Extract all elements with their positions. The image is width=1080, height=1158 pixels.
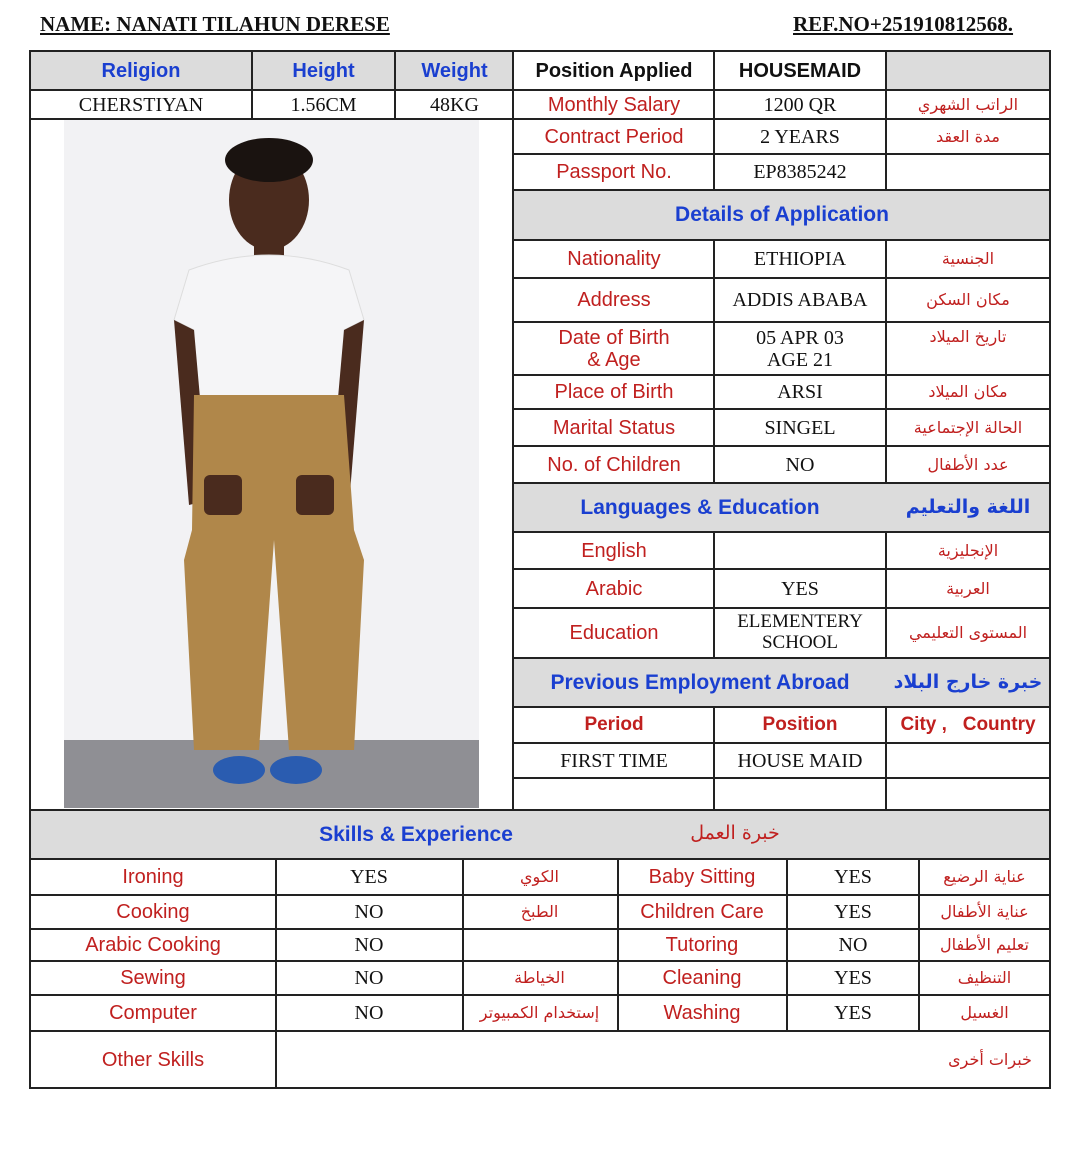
employment-city-header: City , Country xyxy=(900,713,1036,735)
skill-left-label: Computer xyxy=(109,1002,197,1024)
skill-left-value: NO xyxy=(354,1002,384,1024)
english-value xyxy=(714,532,886,569)
skill-right-arabic: عناية الرضيع xyxy=(943,867,1026,887)
address-value: ADDIS ABABA xyxy=(732,289,868,311)
skills-title: Skills & Experience xyxy=(319,823,513,847)
other-skills-label: Other Skills xyxy=(101,1049,205,1071)
skill-right-label: Cleaning xyxy=(662,967,742,989)
skill-left-value: YES xyxy=(350,866,388,888)
skills-title-arabic: خبرة العمل xyxy=(690,821,780,844)
children-arabic: عدد الأطفال xyxy=(927,454,1009,474)
position-header-bg xyxy=(886,52,1050,90)
skill-right-value: YES xyxy=(834,866,872,888)
dob-label: Date of Birth & Age xyxy=(558,326,670,371)
other-skills-arabic: خبرات أخرى xyxy=(948,1050,1032,1070)
position-applied-label: Position Applied xyxy=(535,60,693,82)
monthly-salary-label: Monthly Salary xyxy=(547,94,681,116)
skill-left-value: NO xyxy=(354,967,384,989)
contract-period-value: 2 YEARS xyxy=(760,126,840,148)
skill-right-label: Washing xyxy=(663,1002,741,1024)
height-value: 1.56CM xyxy=(290,94,357,116)
reference-number: REF.NO+251910812568. xyxy=(793,12,1014,36)
weight-label: Weight xyxy=(421,60,488,82)
skill-left-arabic: إستخدام الكمبيوتر xyxy=(479,1003,600,1023)
skill-left-label: Cooking xyxy=(116,901,190,923)
dob-arabic: تاريخ الميلاد xyxy=(929,327,1007,347)
skill-left-label: Sewing xyxy=(120,967,186,989)
religion-label: Religion xyxy=(101,60,181,82)
position-applied-value: HOUSEMAID xyxy=(738,60,862,82)
skill-left-arabic: الكوي xyxy=(520,867,559,887)
skill-left-value: NO xyxy=(354,901,384,923)
employment-position-value: HOUSE MAID xyxy=(737,749,863,772)
marital-status-arabic: الحالة الإجتماعية xyxy=(913,417,1023,437)
skill-right-value: YES xyxy=(834,901,872,923)
education-label: Education xyxy=(569,622,659,644)
address-arabic: مكان السكن xyxy=(926,290,1010,310)
details-title: Details of Application xyxy=(675,203,889,227)
dob-value: 05 APR 03 AGE 21 xyxy=(756,326,844,371)
skill-left-arabic: الخياطة xyxy=(514,968,565,988)
employment-period-header: Period xyxy=(584,713,644,735)
address-label: Address xyxy=(577,289,651,311)
english-arabic: الإنجليزية xyxy=(937,540,999,560)
skill-left-label: Ironing xyxy=(122,866,184,888)
passport-value: EP8385242 xyxy=(753,161,847,183)
marital-status-value: SINGEL xyxy=(764,416,836,439)
skill-left-arabic xyxy=(462,929,617,961)
arabic-value: YES xyxy=(781,577,819,600)
marital-status-label: Marital Status xyxy=(552,416,676,439)
employment-title-arabic: خبرة خارج البلاد xyxy=(893,671,1043,694)
skill-right-value: NO xyxy=(838,934,868,956)
skill-right-arabic: الغسيل xyxy=(960,1003,1009,1023)
skill-left-label: Arabic Cooking xyxy=(85,934,221,956)
skill-right-arabic: عناية الأطفال xyxy=(940,902,1029,922)
place-of-birth-value: ARSI xyxy=(777,381,823,403)
children-label: No. of Children xyxy=(547,453,681,476)
weight-value: 48KG xyxy=(430,94,479,116)
passport-arabic xyxy=(886,154,1050,190)
employment-position-header: Position xyxy=(762,713,838,735)
english-label: English xyxy=(581,539,647,562)
nationality-value: ETHIOPIA xyxy=(753,248,847,270)
arabic-label: Arabic xyxy=(585,577,643,600)
monthly-salary-arabic: الراتب الشهري xyxy=(917,95,1019,115)
education-value: ELEMENTERY SCHOOL xyxy=(737,611,863,653)
nationality-arabic: الجنسية xyxy=(941,249,995,269)
education-arabic: المستوى التعليمي xyxy=(908,623,1028,643)
skill-left-value: NO xyxy=(354,934,384,956)
skill-right-label: Tutoring xyxy=(665,934,739,956)
skill-right-value: YES xyxy=(834,1002,872,1024)
arabic-arabic: العربية xyxy=(946,578,990,598)
children-value: NO xyxy=(785,453,815,476)
monthly-salary-value: 1200 QR xyxy=(763,94,837,116)
skill-right-arabic: التنظيف xyxy=(957,968,1012,988)
place-of-birth-arabic: مكان الميلاد xyxy=(928,382,1008,402)
employment-title: Previous Employment Abroad xyxy=(550,670,850,694)
applicant-name: NAME: NANATI TILAHUN DERESE xyxy=(40,12,390,36)
employment-period-value: FIRST TIME xyxy=(560,749,668,772)
height-label: Height xyxy=(292,60,355,82)
passport-label: Passport No. xyxy=(556,161,672,183)
skill-right-arabic: تعليم الأطفال xyxy=(940,935,1029,955)
religion-value: CHERSTIYAN xyxy=(78,94,204,116)
languages-title-arabic: اللغة والتعليم xyxy=(905,496,1031,519)
employment-city-value xyxy=(886,743,1050,778)
skill-right-value: YES xyxy=(834,967,872,989)
contract-period-label: Contract Period xyxy=(544,126,684,148)
nationality-label: Nationality xyxy=(567,248,661,270)
applicant-photo xyxy=(64,120,479,808)
skill-left-arabic: الطبخ xyxy=(520,902,559,922)
contract-period-arabic: مدة العقد xyxy=(936,127,1000,147)
place-of-birth-label: Place of Birth xyxy=(554,381,674,403)
skill-right-label: Children Care xyxy=(640,901,764,923)
applicant-photo-illustration xyxy=(64,120,479,808)
skill-right-label: Baby Sitting xyxy=(648,866,756,888)
languages-title: Languages & Education xyxy=(580,495,820,519)
